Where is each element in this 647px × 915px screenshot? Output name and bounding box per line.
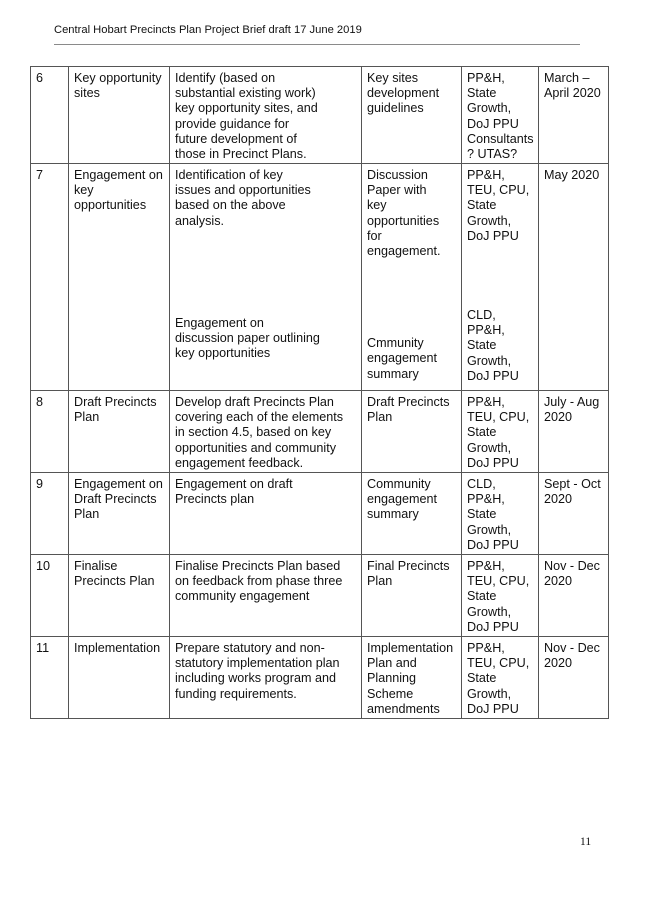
text-line: key (367, 198, 387, 213)
text-line: those in Precinct Plans. (175, 147, 307, 162)
text-line: Growth, (467, 686, 512, 701)
text-line: Engagement on draft (175, 477, 293, 491)
text-line: TEU, CPU, (467, 574, 530, 589)
header-divider (54, 44, 580, 45)
task-cell (170, 637, 362, 719)
output-cell (362, 473, 462, 555)
stage-number: 10 (36, 559, 51, 573)
text-line: Draft Precincts (367, 395, 450, 409)
table-row (31, 164, 609, 391)
timing-cell (539, 555, 609, 637)
stage-name-cell (69, 67, 170, 164)
text-line: Paper with (367, 183, 427, 198)
timing-cell (539, 391, 609, 473)
text-line: DoJ PPU (467, 537, 519, 552)
project-stages-table (30, 66, 609, 719)
text-line: April 2020 (544, 86, 601, 101)
stage-name-cell (69, 473, 170, 555)
text-line: Engagement on (175, 315, 264, 330)
stage-number-cell (31, 473, 69, 555)
stage-number: 9 (36, 477, 44, 491)
text-line: Finalise (74, 559, 118, 573)
text-line: statutory implementation plan (175, 656, 340, 671)
timing-cell (539, 473, 609, 555)
stage-number-cell (31, 391, 69, 473)
text-line: including works program and (175, 671, 337, 686)
text-line: Precincts Plan (74, 574, 155, 589)
text-line: DoJ PPU (467, 228, 519, 243)
text-line: Develop draft Precincts Plan (175, 395, 334, 409)
stage-number-cell (31, 637, 69, 719)
text-line: Growth, (467, 213, 512, 228)
text-line: key opportunities (175, 346, 271, 361)
text-line: Growth, (467, 522, 512, 537)
text-line: State (467, 425, 497, 440)
stage-number-cell (31, 555, 69, 637)
output-cell (362, 391, 462, 473)
text-line: engagement (367, 492, 438, 507)
engagement-responsibility-block (467, 308, 535, 384)
text-line: future development of (175, 131, 297, 146)
responsibility-cell (462, 391, 539, 473)
text-line: Plan and (367, 656, 417, 671)
document-header: Central Hobart Precincts Plan Project Brief draft 17 June 2019 (54, 24, 362, 36)
text-line: PP&H, (467, 323, 505, 338)
engagement-output-block (367, 336, 458, 382)
text-line: Prepare statutory and non- (175, 641, 325, 655)
text-line: DoJ PPU (467, 619, 519, 634)
stage-number: 11 (36, 641, 50, 655)
text-line: PP&H, (467, 492, 505, 507)
table-row (31, 555, 609, 637)
text-line: opportunities (74, 198, 147, 213)
task-cell (170, 67, 362, 164)
text-line: Growth, (467, 101, 512, 116)
text-line: funding requirements. (175, 686, 297, 701)
responsibility-cell (462, 67, 539, 164)
text-line: amendments (367, 701, 440, 716)
text-line: Consultants (467, 131, 534, 146)
output-cell (362, 555, 462, 637)
text-line: guidelines (367, 101, 424, 116)
stage-number: 7 (36, 168, 44, 182)
text-line: on feedback from phase three (175, 574, 343, 589)
output-cell (362, 637, 462, 719)
text-line: Community (367, 477, 431, 491)
text-line: DoJ PPU (467, 455, 519, 470)
text-line: TEU, CPU, (467, 410, 530, 425)
text-line: Key opportunity (74, 71, 162, 85)
text-line: discussion paper outlining (175, 331, 320, 346)
output-cell (362, 67, 462, 164)
text-line: 2020 (544, 656, 573, 671)
text-line: DoJ PPU (467, 116, 519, 131)
text-line: sites (74, 86, 100, 101)
text-line: TEU, CPU, (467, 183, 530, 198)
text-line: key (74, 183, 94, 198)
task-cell (170, 473, 362, 555)
text-line: engagement (367, 351, 438, 366)
responsibility-cell (462, 473, 539, 555)
text-line: substantial existing work) (175, 86, 316, 101)
text-line: 2020 (544, 492, 573, 507)
text-line: engagement. (367, 244, 441, 259)
output-cell (362, 164, 462, 391)
text-line: Engagement on (74, 477, 163, 491)
text-line: opportunities (367, 213, 440, 228)
task-cell (170, 555, 362, 637)
stage-name-cell (69, 391, 170, 473)
text-line: development (367, 86, 440, 101)
text-line: State (467, 198, 497, 213)
text-line: Implementation (74, 641, 161, 655)
stage-name-cell (69, 164, 170, 391)
text-line: Plan (367, 574, 393, 589)
text-line: DoJ PPU (467, 368, 519, 383)
text-line: Scheme (367, 686, 414, 701)
stage-number-cell (31, 67, 69, 164)
text-line: State (467, 507, 497, 522)
text-line: analysis. (175, 213, 224, 228)
responsibility-cell (462, 164, 539, 391)
text-line: PP&H, (467, 559, 505, 573)
text-line: DoJ PPU (467, 701, 519, 716)
task-cell (170, 164, 362, 391)
text-line: community engagement (175, 589, 310, 604)
text-line: Engagement on (74, 168, 163, 182)
text-line: PP&H, (467, 71, 505, 85)
stage-name-cell (69, 555, 170, 637)
stage-number: 6 (36, 71, 44, 85)
text-line: March – (544, 71, 590, 85)
text-line: Discussion (367, 168, 428, 182)
text-line: summary (367, 366, 419, 381)
text-line: State (467, 589, 497, 604)
text-line: opportunities and community (175, 440, 337, 455)
text-line: provide guidance for (175, 116, 290, 131)
text-line: Sept - Oct (544, 477, 601, 491)
text-line: State (467, 338, 497, 353)
text-line: Nov - Dec (544, 641, 600, 655)
text-line: Growth, (467, 353, 512, 368)
text-line: Final Precincts (367, 559, 450, 573)
text-line: PP&H, (467, 395, 505, 409)
text-line: CLD, (467, 308, 496, 323)
text-line: Identification of key (175, 168, 283, 182)
text-line: engagement feedback. (175, 455, 304, 470)
text-line: Nov - Dec (544, 559, 600, 573)
text-line: State (467, 671, 497, 686)
text-line: Implementation (367, 641, 454, 655)
text-line: issues and opportunities (175, 183, 311, 198)
text-line: Draft Precincts (74, 395, 157, 409)
page-number: 11 (580, 836, 592, 848)
table-row (31, 637, 609, 719)
text-line: July - Aug (544, 395, 600, 409)
text-line: Plan (74, 507, 100, 522)
text-line: Growth, (467, 440, 512, 455)
text-line: Plan (74, 410, 100, 425)
text-line: for (367, 228, 382, 243)
timing-cell (539, 67, 609, 164)
text-line: CLD, (467, 477, 496, 491)
text-line: Finalise Precincts Plan based (175, 559, 341, 573)
responsibility-cell (462, 637, 539, 719)
text-line: State (467, 86, 497, 101)
text-line: ? UTAS? (467, 147, 518, 162)
text-line: TEU, CPU, (467, 656, 530, 671)
text-line: Plan (367, 410, 393, 425)
text-line: 2020 (544, 410, 573, 425)
text-line: Key sites (367, 71, 419, 85)
timing-cell (539, 637, 609, 719)
text-line: Draft Precincts (74, 492, 157, 507)
text-line: Planning (367, 671, 417, 686)
text-line: Growth, (467, 604, 512, 619)
stage-name-cell (69, 637, 170, 719)
text-line: covering each of the elements (175, 410, 344, 425)
text-line: PP&H, (467, 641, 505, 655)
stage-number: 8 (36, 395, 44, 409)
timing-cell (539, 164, 609, 391)
text-line: PP&H, (467, 168, 505, 182)
text-line: Cmmunity (367, 336, 424, 351)
stage-number-cell (31, 164, 69, 391)
table-row (31, 391, 609, 473)
text-line: Identify (based on (175, 71, 276, 85)
text-line: 2020 (544, 574, 573, 589)
table-row (31, 473, 609, 555)
text-line: based on the above (175, 198, 286, 213)
text-line: key opportunity sites, and (175, 101, 318, 116)
task-cell (170, 391, 362, 473)
text-line: Precincts plan (175, 492, 255, 507)
text-line: summary (367, 507, 419, 522)
table-row (31, 67, 609, 164)
text-line: May 2020 (544, 168, 600, 182)
engagement-task-block (175, 316, 358, 362)
responsibility-cell (462, 555, 539, 637)
text-line: in section 4.5, based on key (175, 425, 332, 440)
